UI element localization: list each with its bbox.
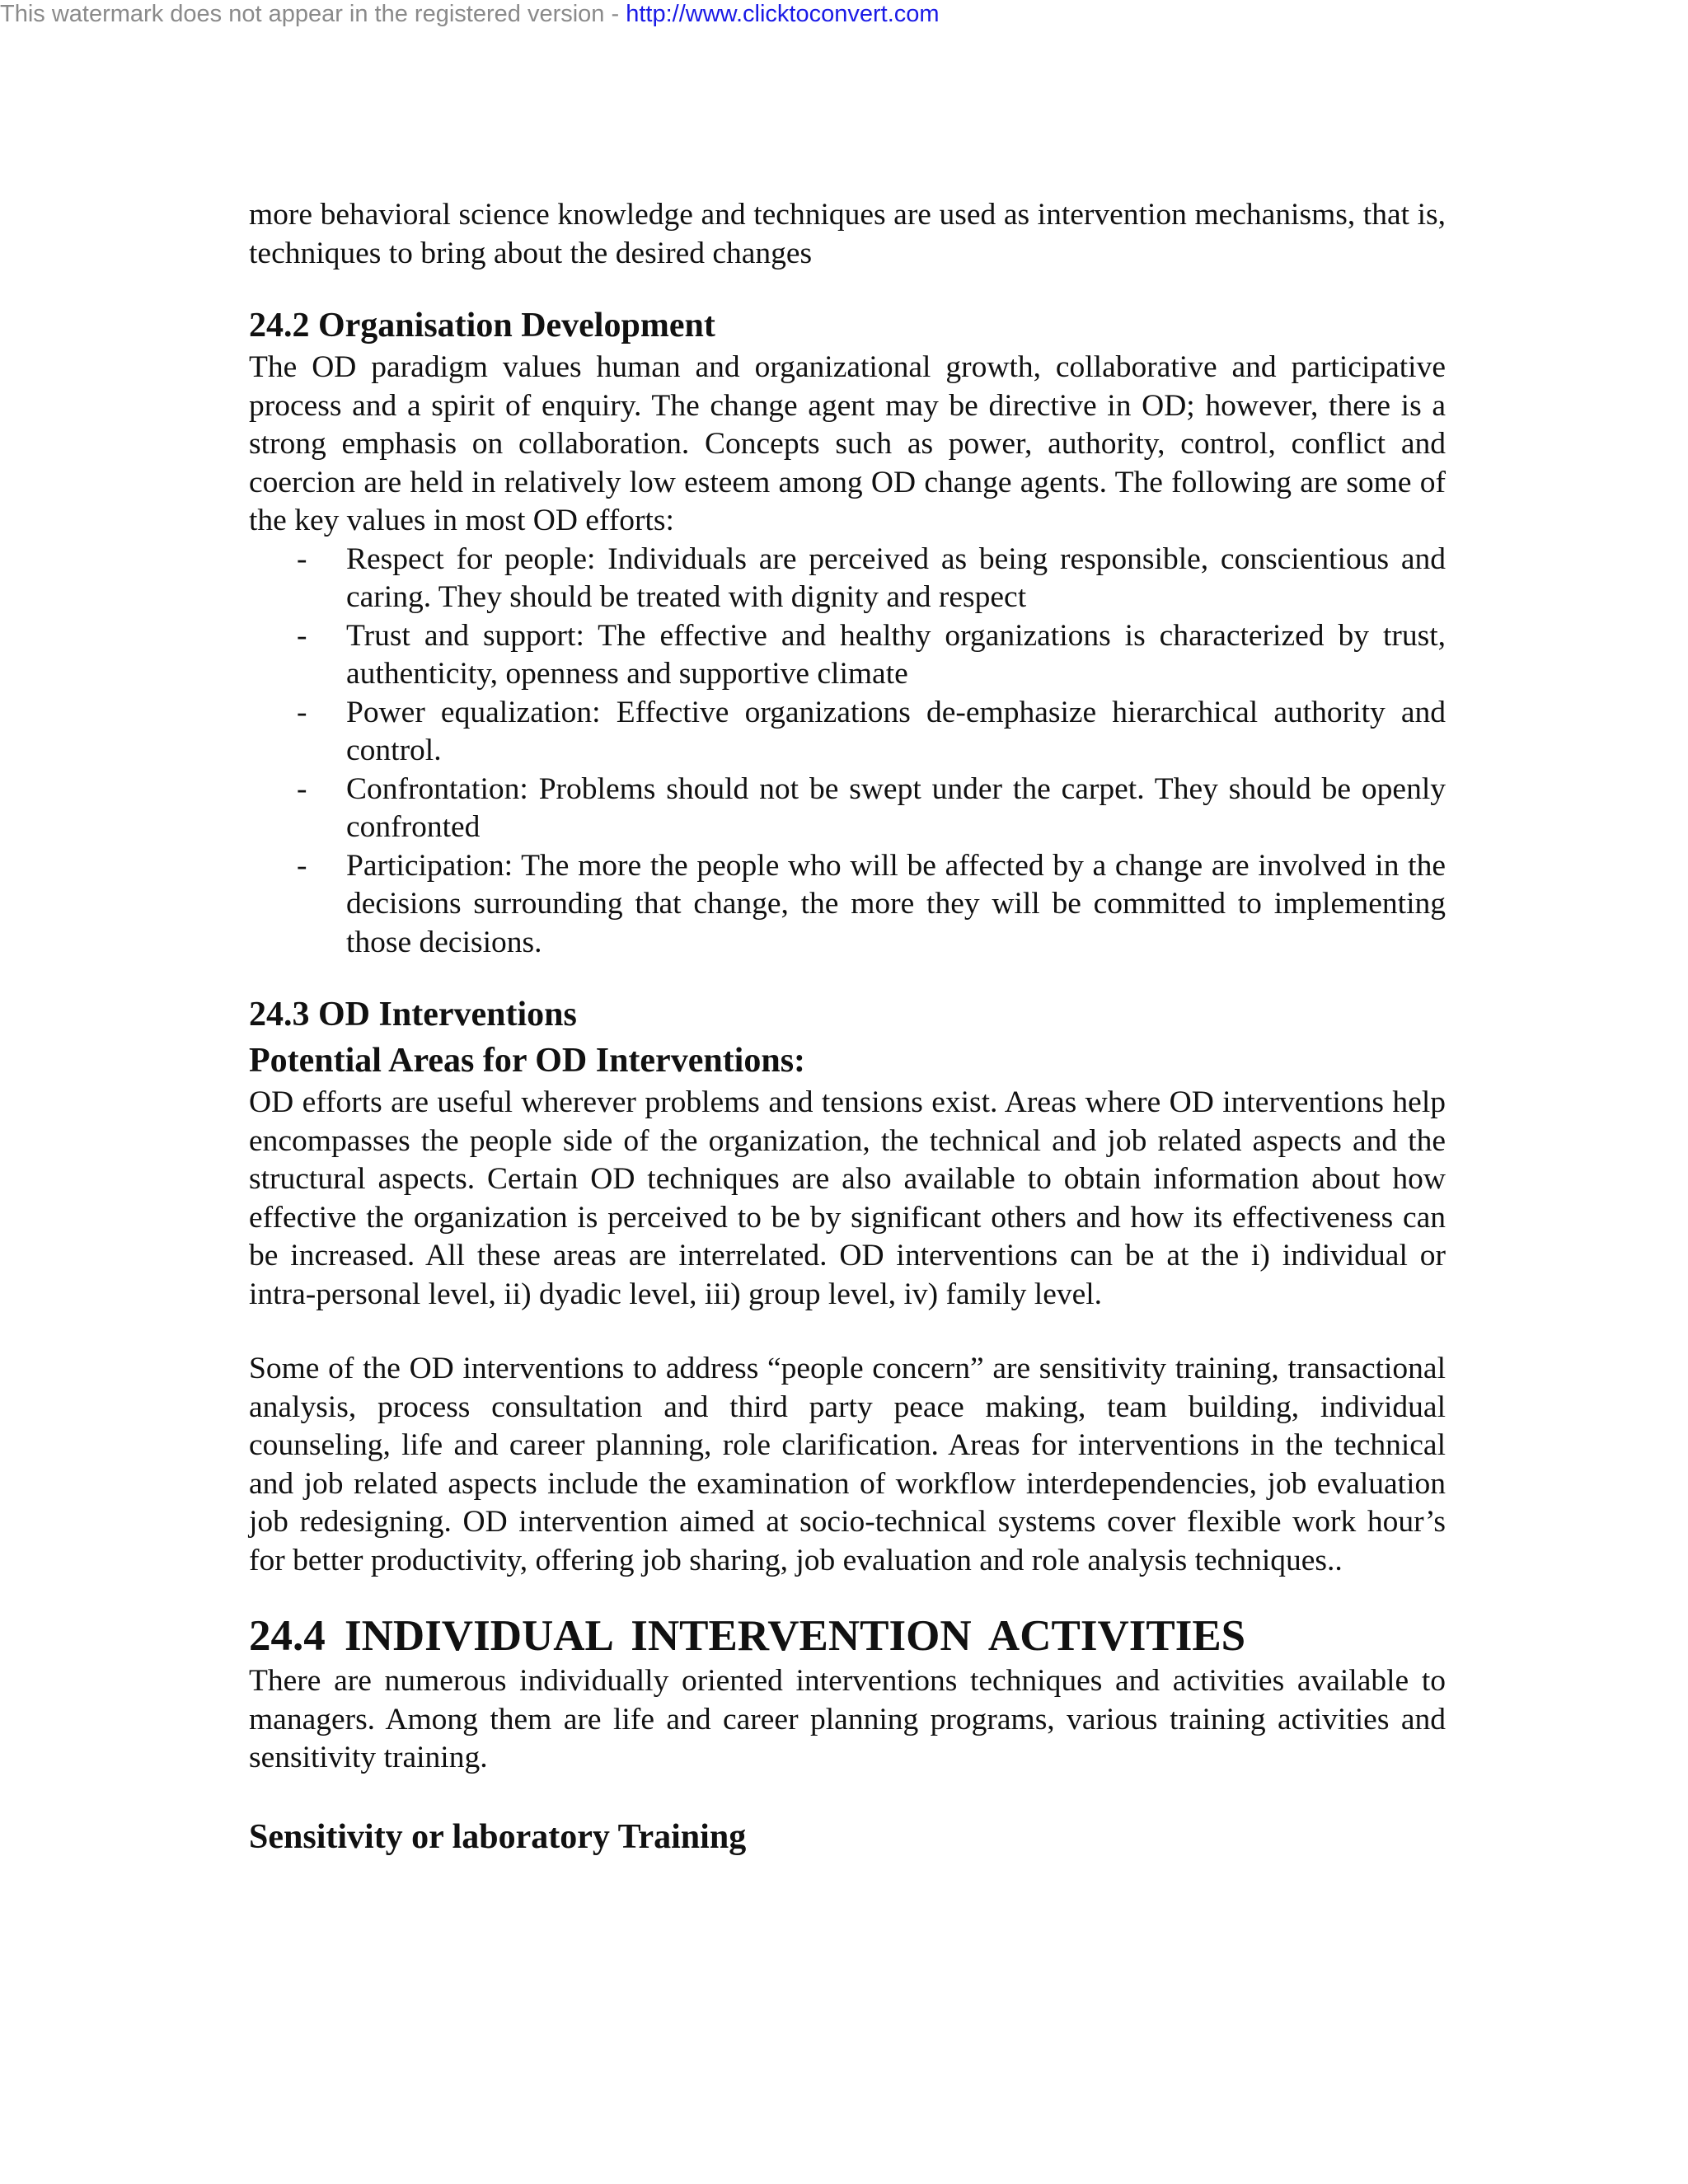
document-page [249,196,1446,1860]
list-item [297,694,1446,771]
list-item-text: Power equalization: Effective organizations de-emphasize hierarchical authority and control. [346,695,1446,767]
watermark-notice [0,0,940,28]
od-paradigm-paragraph: The OD paradigm values human and organizational growth, collaborative and participative process and a spirit of enquiry. The change agent may be directive in OD; however, there is a strong emphasis on collaboration. Concepts such as power, authority, control, conflict and coercion are held in relatively low esteem among OD change agents. The following are some of the key values in most OD efforts: [249,350,1446,537]
intro-paragraph: more behavioral science knowledge and techniques are used as intervention mechanisms, that is, techniques to bring about the desired changes [249,198,1446,270]
od-values-list [249,541,1446,963]
bullet-dash: - [297,848,307,883]
bullet-dash: - [297,695,307,729]
people-concern-paragraph: Some of the OD interventions to address “people concern” are sensitivity training, transactional analysis, process consultation and third party peace making, team building, individual counseling, life and career planning, role clarification. Areas for interventions in the technical and job related aspects include the examination of workflow interdependencies, job evaluation job redesigning. OD intervention aimed at socio-technical systems cover flexible work hour’s for better productivity, offering job sharing, job evaluation and role analysis techniques.. [249,1352,1446,1577]
bullet-dash: - [297,618,307,653]
list-item [297,771,1446,847]
watermark-link[interactable]: http://www.clicktoconvert.com [626,1,940,27]
subheading-potential-areas: Potential Areas for OD Interventions: [249,1042,806,1080]
list-item-text: Respect for people: Individuals are perceived as being responsible, conscientious and caring. They should be treated with dignity and respect [346,541,1446,614]
individual-interventions-paragraph: There are numerous individually oriented interventions techniques and activities available to managers. Among them are life and career planning programs, various training activities and sensitivity training. [249,1664,1446,1774]
list-item [297,541,1446,617]
bullet-dash: - [297,541,307,576]
bullet-dash: - [297,771,307,806]
section-heading-od-interventions: 24.3 OD Interventions [249,996,577,1033]
list-item [297,617,1446,694]
od-efforts-paragraph: OD efforts are useful wherever problems and tensions exist. Areas where OD interventions help encompasses the people side of the organization, the technical and job related aspects and the structural aspects. Certain OD techniques are also available to obtain information about how effective the organization is perceived to be by significant others and how its effectiveness can be increased. All these areas are interrelated. OD interventions can be at the i) individual or intra-personal level, ii) dyadic level, iii) group level, iv) family level. [249,1085,1446,1311]
list-item-text: Confrontation: Problems should not be swept under the carpet. They should be openly confronted [346,771,1446,844]
subheading-sensitivity-training: Sensitivity or laboratory Training [249,1817,747,1856]
list-item-text: Trust and support: The effective and healthy organizations is characterized by trust, authenticity, openness and supportive climate [346,618,1446,691]
list-item [297,847,1446,963]
section-heading-organisation-development: 24.2 Organisation Development [249,307,715,344]
watermark-text: This watermark does not appear in the registered version - [0,1,626,27]
list-item-text: Participation: The more the people who will be affected by a change are involved in the decisions surrounding that change, the more they will be committed to implementing those decisions. [346,848,1446,959]
section-heading-individual-intervention: 24.4 INDIVIDUAL INTERVENTION ACTIVITIES [249,1612,1246,1660]
